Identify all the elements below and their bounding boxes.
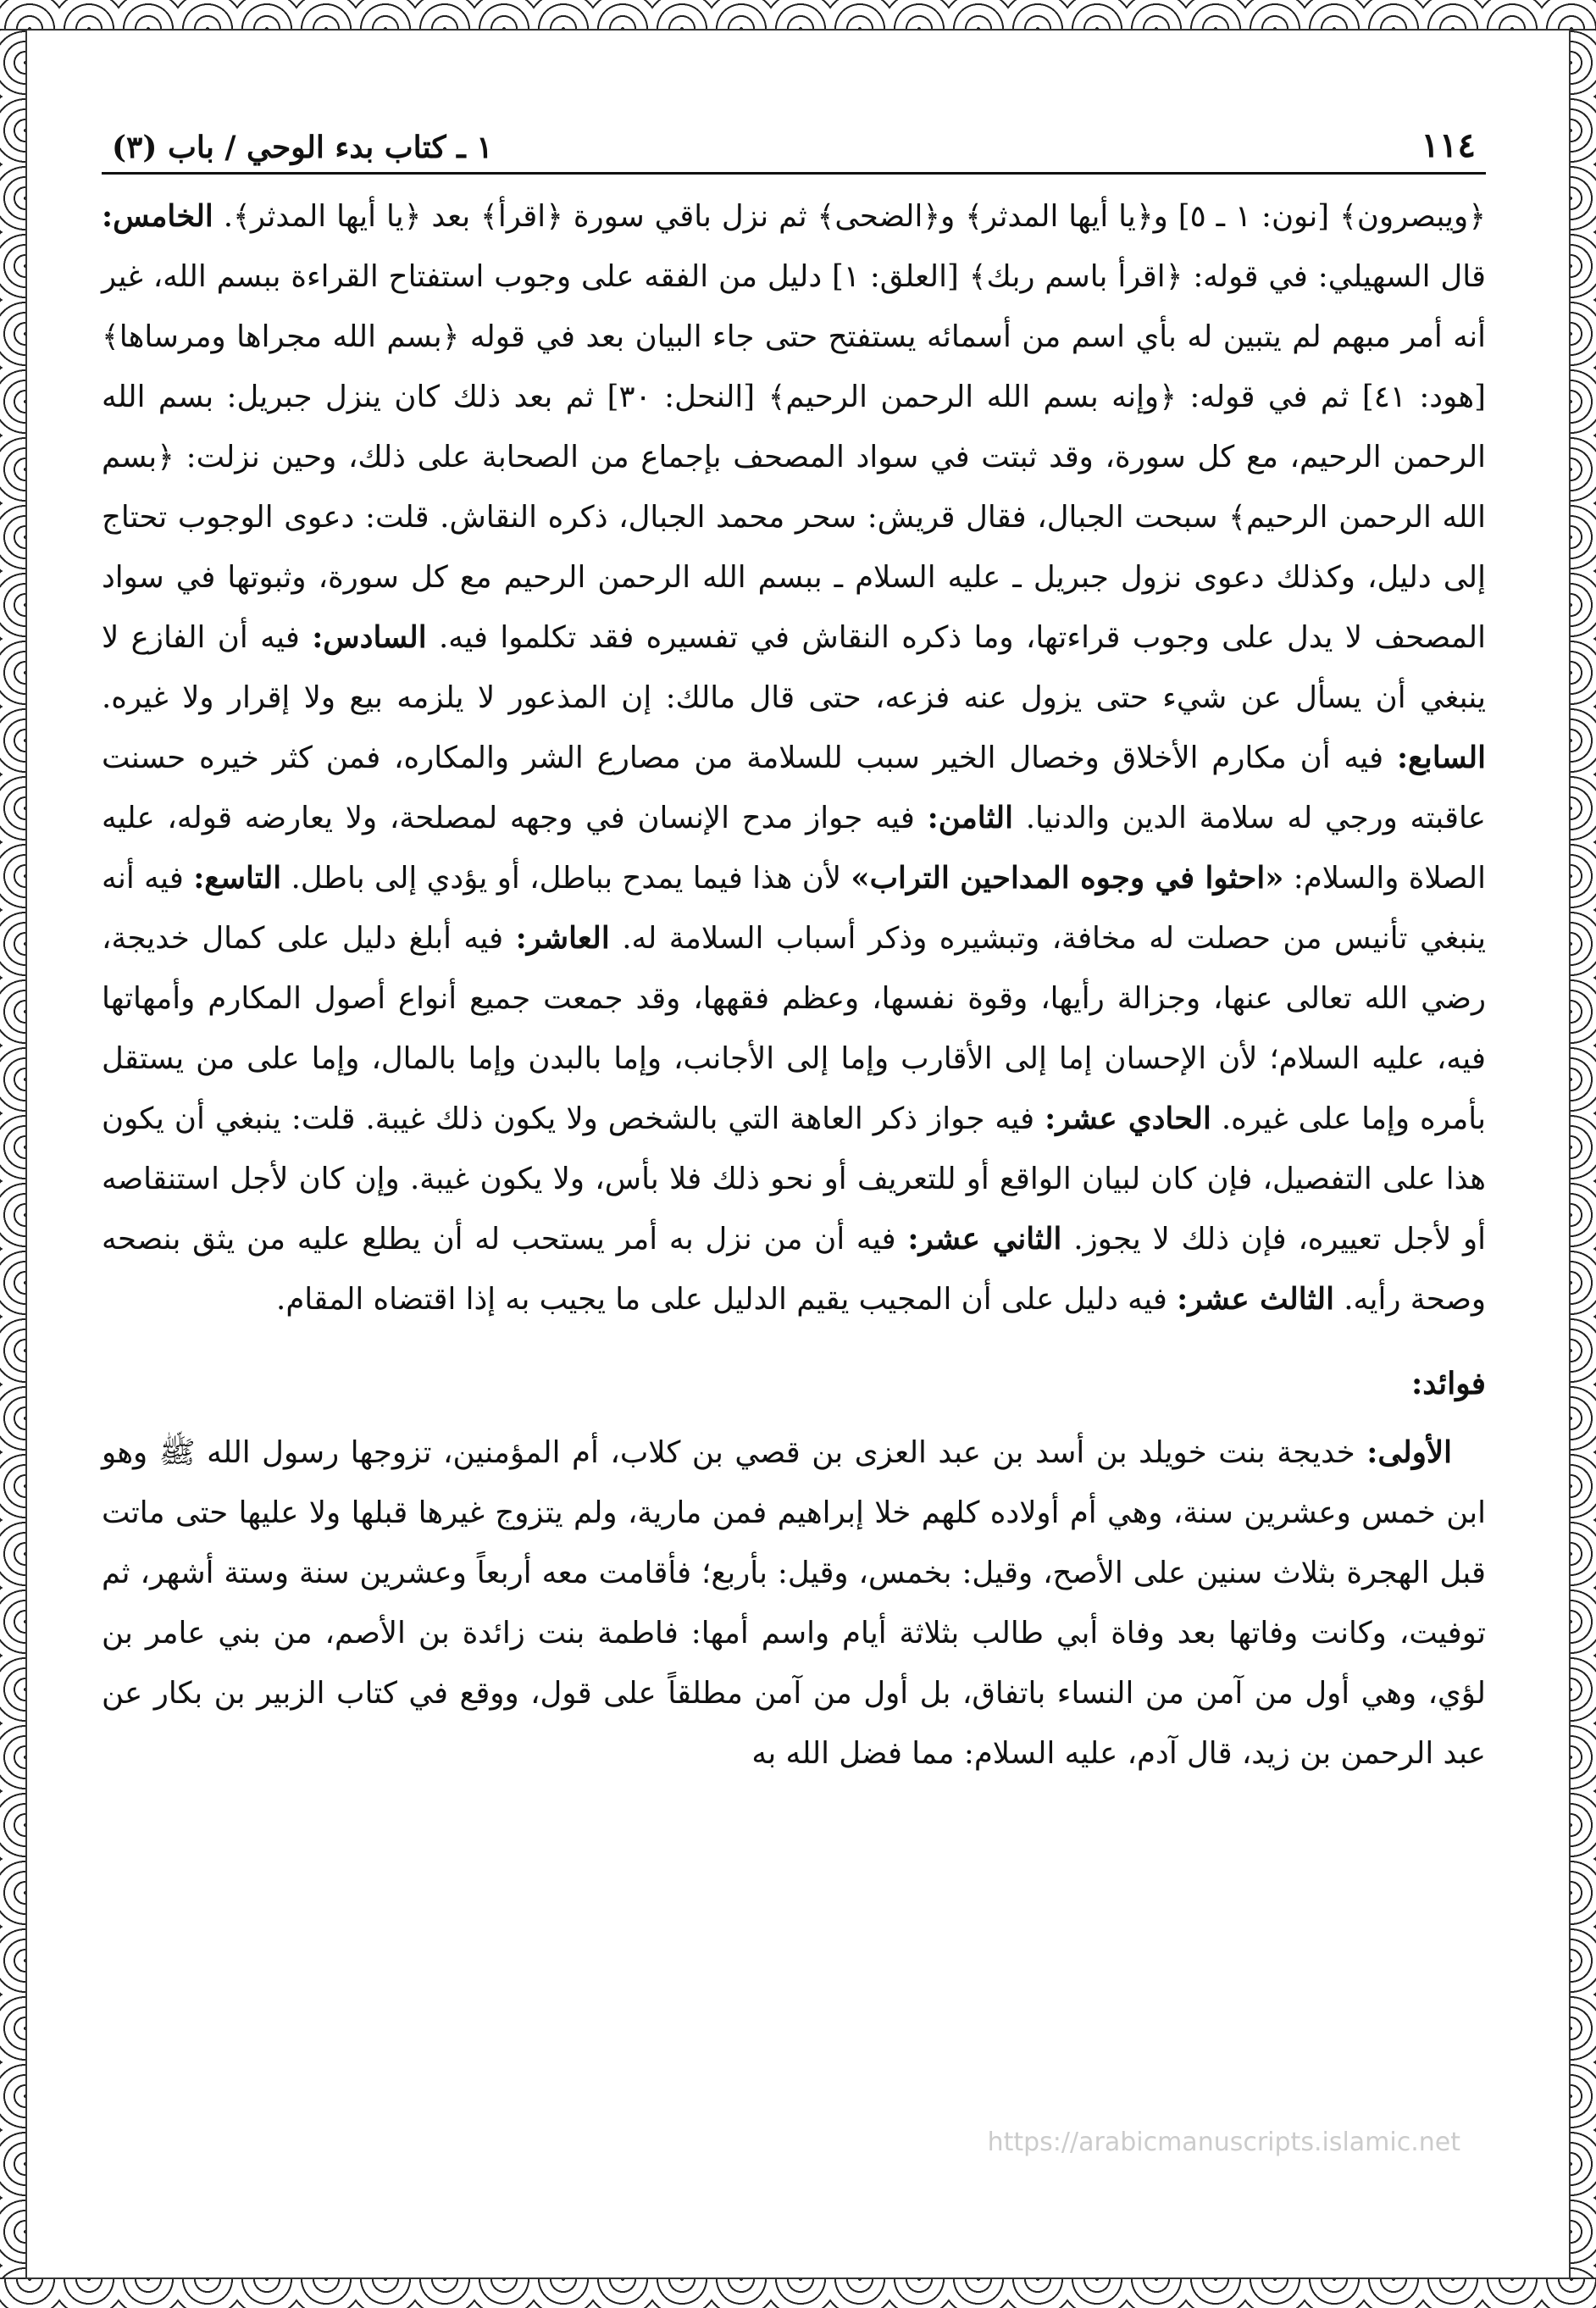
point-label-first: الأولى:: [1366, 1435, 1452, 1470]
text-segment: ﴿ويبصرون﴾ [نون: ١ ـ ٥] و﴿يا أيها المدثر﴾ و﴿الضحى﴾ ثم نزل باقي سورة ﴿اقرأ﴾ بعد ﴿يا أيها المدثر﴾.: [223, 199, 1486, 234]
fawaid-paragraph: [102, 1423, 1486, 1784]
text-segment: فيه جواز ذكر العاهة التي بالشخص ولا يكون ذلك غيبة. قلت: ينبغي أن يكون هذا على التفصيل، فإن كان لبيان الواقع أو للتعريف أو نحو ذلك فلا بأس، ولا يكون غيبة. وإن كان لأجل استنقاصه أو لأجل تعييره، فإن ذلك لا يجوز.: [102, 1101, 1486, 1257]
ornamental-border-bottom: [0, 2277, 1596, 2308]
text-segment: فيه أبلغ دليل على كمال خديجة، رضي الله تعالى عنها، وجزالة رأيها، وقوة نفسها، وعظم فقهها، وقد جمعت جميع أنواع أصول المكارم وأمهاتها فيه، عليه السلام؛ لأن الإحسان إما إلى الأقارب وإما إلى الأجانب، وإما بالبدن وإما بالمال، وإما على من يستقل بأمره وإما على غيره.: [102, 921, 1486, 1136]
point-label-thirteenth: الثالث عشر:: [1177, 1282, 1334, 1317]
running-title: ١ ـ كتاب بدء الوحي / باب (٣): [112, 130, 493, 165]
ornamental-border-right: [1569, 29, 1596, 2279]
ornamental-border-top: [0, 0, 1596, 31]
point-label-eleventh: الحادي عشر:: [1045, 1101, 1211, 1136]
text-segment: خديجة بنت خويلد بن أسد بن عبد العزى بن قصي بن كلاب، أم المؤمنين، تزوجها رسول الله ﷺ وهو ابن خمس وعشرين سنة، وهي أم أولاده كلهم خلا إبراهيم فمن مارية، ولم يتزوج غيرها قبلها ولا عليها حتى ماتت قبل الهجرة بثلاث سنين على الأصح، وقيل: بخمس، وقيل: بأربع؛ فأقامت معه أربعاً وعشرين سنة وستة أشهر، ثم توفيت، وكانت وفاتها بعد وفاة أبي طالب بثلاثة أيام واسم أمها: فاطمة بنت زائدة بن الأصم، من بني عامر بن لؤي، وهي أول من آمن من النساء باتفاق، بل أول من آمن مطلقاً على قول، ووقع في كتاب الزبير بن بكار عن عبد الرحمن بن زيد، قال آدم، عليه السلام: مما فضل الله به: [102, 1435, 1487, 1771]
watermark-url: https://arabicmanuscripts.islamic.net: [987, 2128, 1460, 2157]
point-label-twelfth: الثاني عشر:: [907, 1222, 1062, 1257]
text-segment: قال السهيلي: في قوله: ﴿اقرأ باسم ربك﴾ [العلق: ١] دليل من الفقه على وجوب استفتاح القراءة ببسم الله، غير أنه أمر مبهم لم يتبين له بأي اسم من أسمائه يستفتح حتى جاء البيان بعد في قوله ﴿بسم الله مجراها ومرساها﴾ [هود: ٤١] ثم في قوله: ﴿وإنه بسم الله الرحمن الرحيم﴾ [النحل: ٣٠] ثم بعد ذلك كان ينزل جبريل: بسم الله الرحمن الرحيم، مع كل سورة، وقد ثبتت في سواد المصحف بإجماع من الصحابة على ذلك، وحين نزلت: ﴿بسم الله الرحمن الرحيم﴾ سبحت الجبال، فقال قريش: سحر محمد الجبال، ذكره النقاش. قلت: دعوى الوجوب تحتاج إلى دليل، وكذلك دعوى نزول جبريل ـ عليه السلام ـ ببسم الله الرحمن الرحيم مع كل سورة، وثبوتها في سواد المصحف لا يدل على وجوب قراءتها، وما ذكره النقاش في تفسيره فقد تكلموا فيه.: [102, 259, 1487, 655]
commentary-paragraph: [102, 186, 1486, 1329]
page-header: [102, 110, 1486, 175]
section-heading-fawaid: فوائد:: [1410, 1366, 1486, 1401]
text-segment: فيه أنه ينبغي تأنيس من حصلت له مخافة، وتبشيره وذكر أسباب السلامة له.: [102, 861, 1486, 956]
main-text: [102, 186, 1486, 1784]
text-segment: فيه أن الفازع لا ينبغي أن يسأل عن شيء حتى يزول عنه فزعه، حتى قال مالك: إن المذعور لا يلزمه بيع ولا إقرار ولا غيره.: [102, 620, 1486, 715]
point-label-tenth: العاشر:: [515, 921, 610, 956]
book-page: [102, 110, 1486, 2232]
text-segment: فيه جواز مدح الإنسان في وجهه لمصلحة، ولا يعارضه قوله، عليه الصلاة والسلام:: [102, 801, 1486, 896]
point-label-sixth: السادس:: [312, 620, 427, 655]
text-segment: لأن هذا فيما يمدح بباطل، أو يؤدي إلى باطل.: [291, 861, 842, 896]
point-label-ninth: التاسع:: [193, 861, 282, 896]
page-number: ١١٤: [1421, 125, 1476, 165]
hadith-quote: «احثوا في وجوه المداحين التراب»: [851, 861, 1284, 896]
ornamental-border-left: [0, 29, 27, 2279]
point-label-fifth: الخامس:: [102, 199, 213, 234]
point-label-eighth: الثامن:: [927, 801, 1013, 835]
point-label-seventh: السابع:: [1396, 741, 1486, 775]
text-segment: فيه أن من نزل به أمر يستحب له أن يطلع عليه من يثق بنصحه وصحة رأيه.: [102, 1222, 1486, 1317]
text-segment: فيه دليل على أن المجيب يقيم الدليل على ما يجيب به إذا اقتضاه المقام.: [276, 1282, 1167, 1317]
text-segment: فيه أن مكارم الأخلاق وخصال الخير سبب للسلامة من مصارع الشر والمكاره، فمن كثر خيره حسنت عاقبته ورجي له سلامة الدين والدنيا.: [102, 741, 1486, 835]
